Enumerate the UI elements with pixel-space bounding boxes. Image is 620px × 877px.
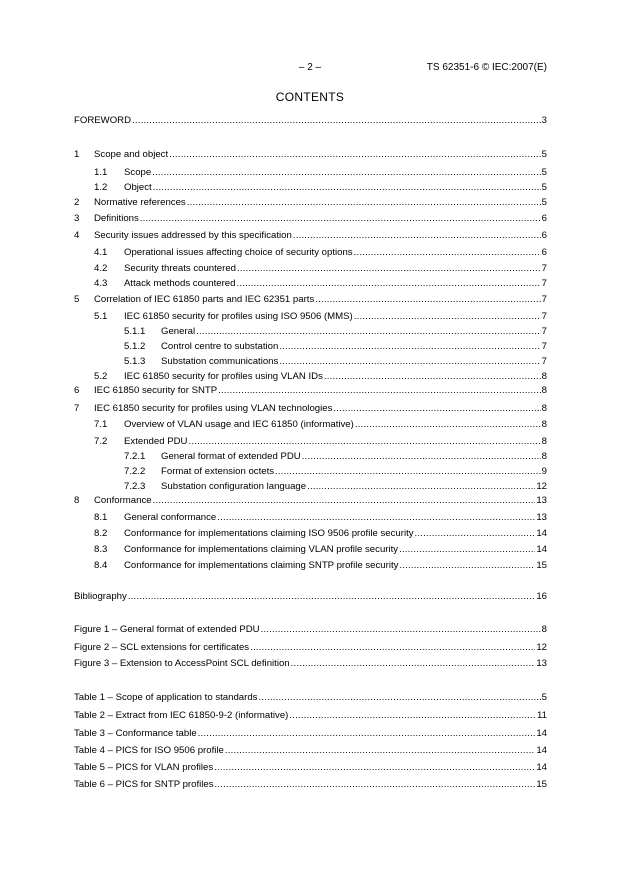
toc-entry-number: 5.1.1 (124, 326, 146, 337)
toc-entry[interactable] (74, 212, 547, 225)
toc-entry-page: 5 (541, 182, 547, 193)
toc-entry-title: Figure 2 – SCL extensions for certificates (74, 642, 250, 653)
toc-entry-title: Figure 1 – General format of extended PDU (74, 624, 260, 635)
toc-leader-dots (315, 294, 540, 306)
toc-leader-dots (289, 710, 536, 722)
toc-entry[interactable] (74, 480, 547, 493)
toc-entry-number: 5.2 (94, 371, 108, 382)
toc-entry-title: Figure 3 – Extension to AccessPoint SCL definition (74, 658, 290, 669)
toc-entry-title: Conformance (94, 495, 152, 506)
toc-leader-dots (333, 403, 540, 415)
toc-entry-page: 12 (536, 642, 547, 653)
toc-entry-number: 5.1.2 (124, 341, 146, 352)
toc-entry-page: 5 (541, 692, 547, 703)
toc-entry[interactable] (74, 709, 547, 722)
page-header-doc-ref: TS 62351-6 © IEC:2007(E) (426, 62, 547, 73)
toc-entry[interactable] (74, 435, 547, 448)
toc-entry-number: 3 (74, 213, 80, 224)
toc-entry-title: Substation configuration language (161, 481, 307, 492)
toc-entry-page: 14 (536, 745, 547, 756)
toc-entry-title: General conformance (124, 512, 217, 523)
toc-entry[interactable] (74, 402, 547, 415)
toc-leader-dots (188, 436, 540, 448)
toc-entry-number: 5 (74, 294, 80, 305)
toc-leader-dots (132, 115, 541, 127)
toc-entry-page: 6 (541, 230, 547, 241)
toc-entry-number: 2 (74, 197, 80, 208)
toc-leader-dots (152, 167, 540, 179)
toc-entry-page: 7 (541, 311, 547, 322)
toc-entry-number: 7.1 (94, 419, 108, 430)
toc-entry-title: Bibliography (74, 591, 127, 602)
toc-entry-page: 7 (541, 341, 547, 352)
toc-entry[interactable] (74, 277, 547, 290)
toc-entry[interactable] (74, 511, 547, 524)
toc-entry-title: Table 2 – Extract from IEC 61850-9-2 (informative) (74, 710, 289, 721)
toc-entry-title: General format of extended PDU (161, 451, 301, 462)
toc-entry-page: 7 (541, 294, 547, 305)
toc-leader-dots (399, 544, 535, 556)
toc-entry-number: 7.2.2 (124, 466, 146, 477)
toc-entry[interactable] (74, 494, 547, 507)
toc-entry-page: 13 (536, 512, 547, 523)
toc-leader-dots (324, 371, 541, 383)
toc-entry-page: 8 (541, 419, 547, 430)
toc-entry-title: Conformance for implementations claiming SNTP profile security (124, 560, 399, 571)
toc-entry[interactable] (74, 340, 547, 353)
toc-entry-page: 8 (541, 451, 547, 462)
toc-entry-title: IEC 61850 security for SNTP (94, 385, 218, 396)
toc-entry[interactable] (74, 196, 547, 209)
toc-entry[interactable] (74, 543, 547, 556)
toc-entry[interactable] (74, 262, 547, 275)
toc-leader-dots (169, 149, 541, 161)
toc-entry-page: 14 (536, 544, 547, 555)
toc-entry-page: 5 (541, 167, 547, 178)
toc-entry-title: Table 1 – Scope of application to standards (74, 692, 258, 703)
toc-leader-dots (307, 481, 535, 493)
toc-entry[interactable] (74, 590, 547, 603)
toc-entry-title: General (161, 326, 196, 337)
toc-entry[interactable] (74, 691, 547, 704)
toc-entry-page: 7 (541, 263, 547, 274)
toc-entry-number: 8.4 (94, 560, 108, 571)
toc-entry-title: Extended PDU (124, 436, 188, 447)
toc-entry[interactable] (74, 761, 547, 774)
toc-entry-title: IEC 61850 security for profiles using VLAN IDs (124, 371, 323, 382)
toc-entry-number: 8 (74, 495, 80, 506)
toc-leader-dots (354, 311, 541, 323)
toc-leader-dots (153, 182, 541, 194)
toc-leader-dots (399, 560, 535, 572)
toc-entry-number: 8.3 (94, 544, 108, 555)
toc-entry-page: 9 (541, 466, 547, 477)
toc-entry-page: 6 (541, 213, 547, 224)
toc-leader-dots (415, 528, 536, 540)
toc-leader-dots (302, 451, 541, 463)
toc-entry-page: 13 (536, 658, 547, 669)
toc-entry-page: 3 (541, 115, 547, 126)
toc-leader-dots (275, 466, 541, 478)
toc-entry-title: Security threats countered (124, 263, 236, 274)
toc-entry-title: Table 6 – PICS for SNTP profiles (74, 779, 214, 790)
toc-entry-number: 1 (74, 149, 80, 160)
toc-entry-title: Substation communications (161, 356, 279, 367)
toc-entry-page: 11 (537, 710, 547, 721)
toc-entry-title: Table 5 – PICS for VLAN profiles (74, 762, 214, 773)
toc-entry-title: Table 4 – PICS for ISO 9506 profile (74, 745, 224, 756)
toc-entry-number: 4.3 (94, 278, 108, 289)
toc-leader-dots (236, 278, 540, 290)
toc-entry-title: Attack methods countered (124, 278, 236, 289)
toc-entry[interactable] (74, 641, 547, 654)
toc-entry-title: IEC 61850 security for profiles using ISO 9506 (MMS) (124, 311, 353, 322)
toc-entry[interactable] (74, 657, 547, 670)
toc-entry[interactable] (74, 465, 547, 478)
toc-entry-number: 6 (74, 385, 80, 396)
toc-entry-page: 7 (541, 326, 547, 337)
toc-entry-title: Format of extension octets (161, 466, 275, 477)
toc-entry-title: Correlation of IEC 61850 parts and IEC 62351 parts (94, 294, 315, 305)
toc-leader-dots (250, 642, 535, 654)
toc-entry[interactable] (74, 355, 547, 368)
page-title: CONTENTS (275, 90, 345, 104)
toc-entry[interactable] (74, 450, 547, 463)
toc-entry-title: IEC 61850 security for profiles using VLAN technologies (94, 403, 333, 414)
toc-entry-number: 4.1 (94, 247, 108, 258)
toc-leader-dots (279, 356, 540, 368)
toc-entry[interactable] (74, 727, 547, 740)
toc-entry-page: 13 (536, 495, 547, 506)
toc-entry-page: 8 (541, 624, 547, 635)
toc-leader-dots (225, 745, 535, 757)
toc-entry-page: 15 (536, 560, 547, 571)
toc-entry-page: 14 (536, 728, 547, 739)
toc-leader-dots (237, 263, 541, 275)
toc-leader-dots (258, 692, 540, 704)
toc-leader-dots (140, 213, 541, 225)
toc-entry[interactable] (74, 384, 547, 397)
toc-leader-dots (279, 341, 540, 353)
toc-entry-title: Normative references (94, 197, 186, 208)
toc-entry-number: 5.1.3 (124, 356, 146, 367)
toc-leader-dots (196, 326, 541, 338)
toc-entry[interactable] (74, 527, 547, 540)
toc-leader-dots (354, 247, 541, 259)
toc-entry[interactable] (74, 246, 547, 259)
toc-leader-dots (198, 728, 536, 740)
toc-entry[interactable] (74, 370, 547, 383)
toc-leader-dots (293, 230, 541, 242)
toc-entry[interactable] (74, 181, 547, 194)
page-header-number: – 2 – (298, 62, 322, 73)
toc-leader-dots (261, 624, 541, 636)
toc-entry-page: 7 (541, 356, 547, 367)
toc-entry[interactable] (74, 293, 547, 306)
toc-entry-page: 14 (536, 528, 547, 539)
toc-leader-dots (355, 419, 541, 431)
toc-entry-title: FOREWORD (74, 115, 132, 126)
toc-entry[interactable] (74, 166, 547, 179)
toc-entry[interactable] (74, 744, 547, 757)
toc-entry-number: 7 (74, 403, 80, 414)
toc-entry-title: Overview of VLAN usage and IEC 61850 (informative) (124, 419, 354, 430)
toc-entry-page: 8 (541, 371, 547, 382)
toc-entry-title: Scope and object (94, 149, 169, 160)
toc-entry-title: Conformance for implementations claiming VLAN profile security (124, 544, 399, 555)
toc-entry-number: 4 (74, 230, 80, 241)
toc-entry-page: 6 (541, 247, 547, 258)
toc-entry-page: 8 (541, 403, 547, 414)
toc-entry-number: 8.1 (94, 512, 108, 523)
toc-entry-number: 4.2 (94, 263, 108, 274)
toc-entry[interactable] (74, 559, 547, 572)
toc-leader-dots (187, 197, 541, 209)
toc-leader-dots (291, 658, 536, 670)
toc-entry-number: 7.2 (94, 436, 108, 447)
toc-leader-dots (215, 779, 536, 791)
toc-entry-page: 5 (541, 197, 547, 208)
toc-entry-page: 14 (536, 762, 547, 773)
toc-entry[interactable] (74, 418, 547, 431)
toc-entry[interactable] (74, 325, 547, 338)
toc-entry-title: Security issues addressed by this specification (94, 230, 292, 241)
toc-entry-number: 1.2 (94, 182, 108, 193)
toc-entry-title: Conformance for implementations claiming ISO 9506 profile security (124, 528, 414, 539)
toc-entry[interactable] (74, 114, 547, 127)
toc-entry-title: Control centre to substation (161, 341, 279, 352)
toc-leader-dots (217, 512, 535, 524)
toc-entry-title: Definitions (94, 213, 139, 224)
toc-entry-page: 8 (541, 436, 547, 447)
toc-entry[interactable] (74, 623, 547, 636)
toc-entry-page: 15 (536, 779, 547, 790)
toc-entry-title: Scope (124, 167, 152, 178)
toc-entry-number: 5.1 (94, 311, 108, 322)
toc-entry-page: 12 (536, 481, 547, 492)
toc-leader-dots (214, 762, 535, 774)
toc-leader-dots (218, 385, 540, 397)
toc-entry-title: Object (124, 182, 152, 193)
toc-entry-number: 7.2.1 (124, 451, 146, 462)
toc-entry[interactable] (74, 229, 547, 242)
toc-entry-page: 8 (541, 385, 547, 396)
toc-entry-page: 7 (541, 278, 547, 289)
toc-entry-number: 7.2.3 (124, 481, 146, 492)
toc-leader-dots (153, 495, 536, 507)
toc-entry-title: Table 3 – Conformance table (74, 728, 197, 739)
toc-entry-number: 1.1 (94, 167, 108, 178)
toc-entry-page: 16 (536, 591, 547, 602)
toc-entry[interactable] (74, 778, 547, 791)
toc-entry[interactable] (74, 310, 547, 323)
toc-entry-title: Operational issues affecting choice of security options (124, 247, 353, 258)
toc-entry-page: 5 (541, 149, 547, 160)
toc-entry-number: 8.2 (94, 528, 108, 539)
toc-leader-dots (128, 591, 536, 603)
toc-entry[interactable] (74, 148, 547, 161)
